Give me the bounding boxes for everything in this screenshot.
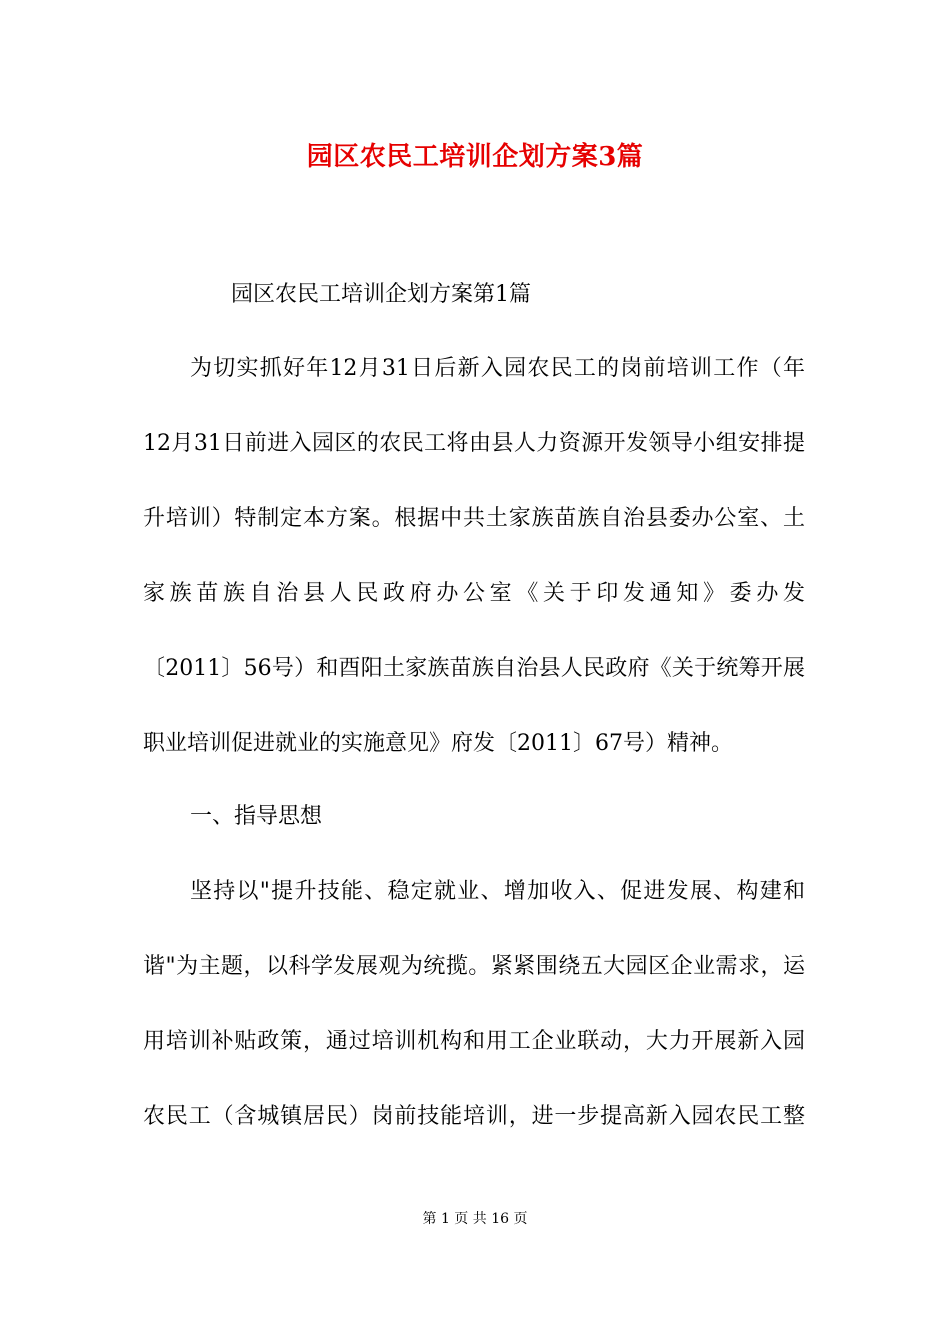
paragraph-line: 职业培训促进就业的实施意见》府发〔2011〕67号）精神。 xyxy=(143,731,733,756)
paragraph-line: 谐"为主题，以科学发展观为统揽。紧紧围绕五大园区企业需求，运 xyxy=(143,954,805,979)
document-title: 园区农民工培训企划方案3篇 xyxy=(306,142,644,172)
paragraph-line: 用培训补贴政策，通过培训机构和用工企业联动，大力开展新入园 xyxy=(143,1029,805,1054)
paragraph-line: 升培训）特制定本方案。根据中共土家族苗族自治县委办公室、土 xyxy=(143,506,805,531)
paragraph-line: 12月31日前进入园区的农民工将由县人力资源开发领导小组安排提 xyxy=(143,431,805,456)
page-number-footer: 第 1 页 共 16 页 xyxy=(422,1211,528,1227)
paragraph-line: 坚持以"提升技能、稳定就业、增加收入、促进发展、构建和 xyxy=(190,879,805,904)
paragraph-line: 农民工（含城镇居民）岗前技能培训，进一步提高新入园农民工整 xyxy=(143,1104,805,1129)
section-heading: 一、指导思想 xyxy=(190,804,323,829)
paragraph-line: 〔2011〕56号）和酉阳土家族苗族自治县人民政府《关于统筹开展 xyxy=(143,656,805,681)
paragraph-line: 家族苗族自治县人民政府办公室《关于印发通知》委办发 xyxy=(143,581,805,606)
paragraph-line: 为切实抓好年12月31日后新入园农民工的岗前培训工作（年 xyxy=(190,356,805,381)
document-subtitle: 园区农民工培训企划方案第1篇 xyxy=(231,282,531,307)
